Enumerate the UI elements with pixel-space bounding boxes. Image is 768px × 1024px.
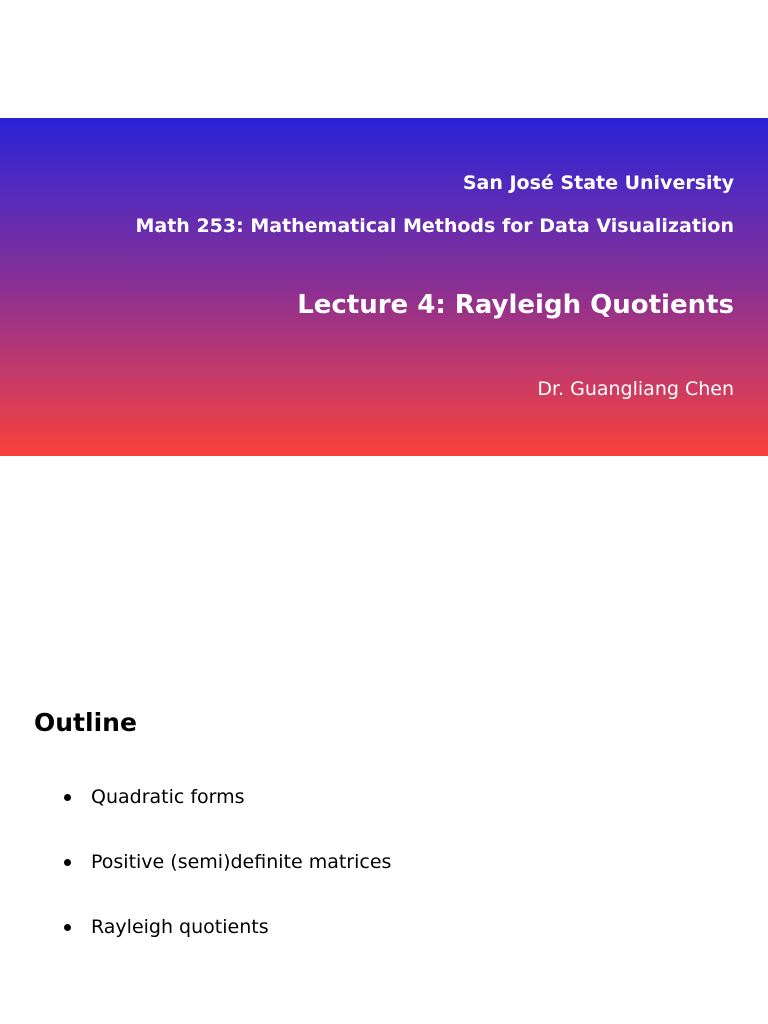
- author-name: Dr. Guangliang Chen: [537, 378, 734, 400]
- institution-name: San José State University: [462, 172, 734, 194]
- list-item-label: Rayleigh quotients: [91, 916, 269, 938]
- slide-top-margin: [0, 0, 768, 118]
- list-item-label: Quadratic forms: [91, 786, 245, 808]
- outline-list: [64, 786, 391, 981]
- list-item: [64, 851, 391, 916]
- lecture-title: Lecture 4: Rayleigh Quotients: [297, 290, 734, 320]
- outline-section: [0, 456, 768, 1024]
- bullet-icon: [64, 794, 71, 801]
- title-banner: [0, 118, 768, 456]
- bullet-icon: [64, 859, 71, 866]
- outline-heading: Outline: [34, 708, 137, 737]
- course-title: Math 253: Mathematical Methods for Data Visualization: [135, 215, 734, 237]
- list-item: [64, 786, 391, 851]
- bullet-icon: [64, 924, 71, 931]
- list-item-label: Positive (semi)definite matrices: [91, 851, 392, 873]
- list-item: [64, 916, 391, 981]
